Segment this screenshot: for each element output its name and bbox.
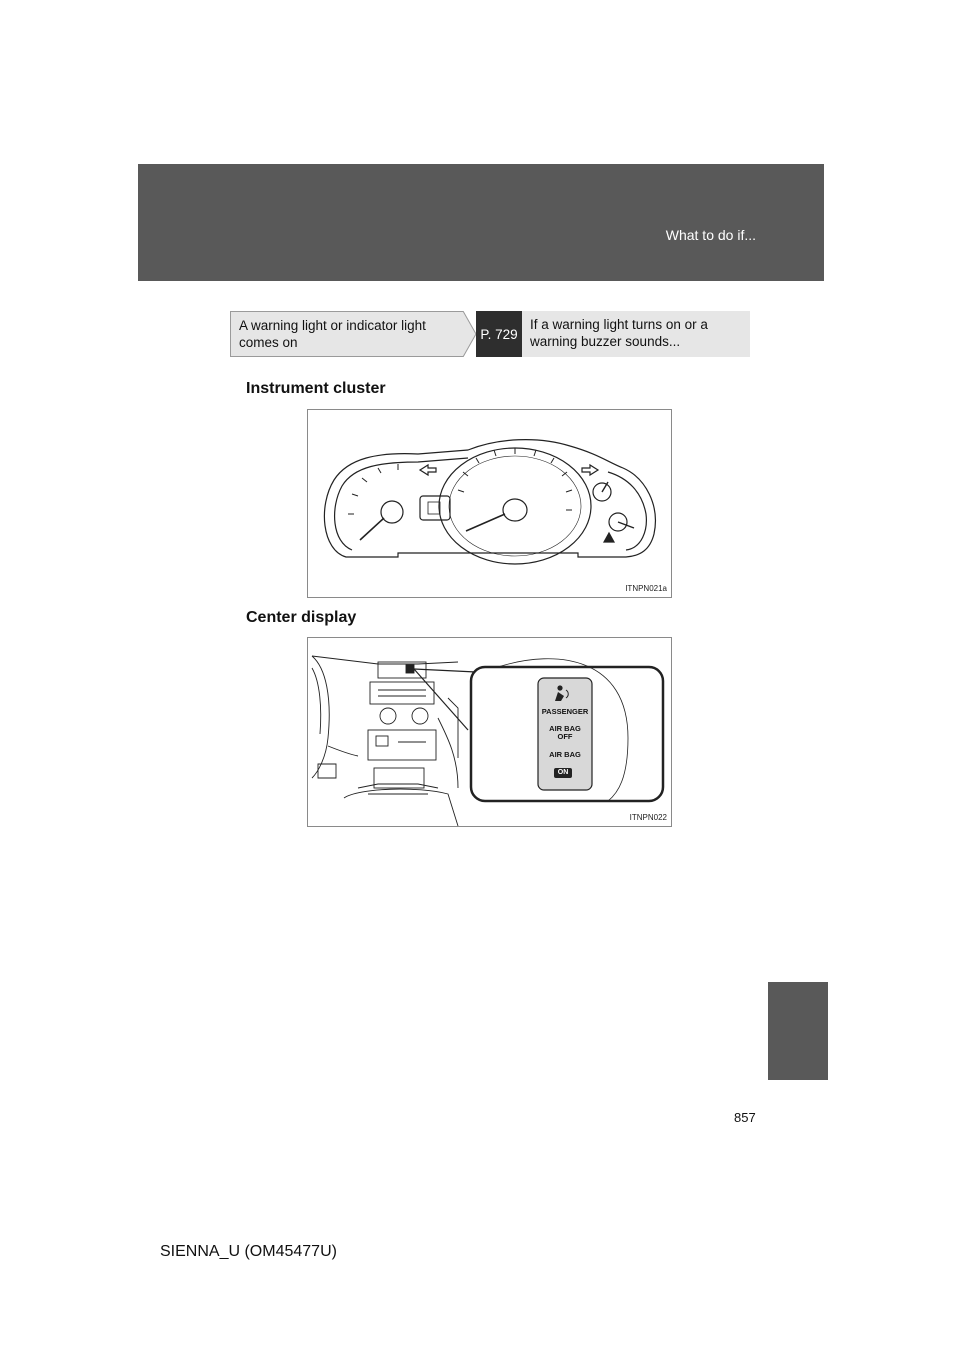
airbag-on-indicator: ON: [557, 769, 569, 776]
airbag-off-line1: AIR BAG: [549, 724, 581, 733]
heading-instrument-cluster: Instrument cluster: [246, 380, 386, 397]
figure-code: ITNPN022: [629, 813, 667, 822]
figure-code: ITNPN021a: [625, 584, 667, 593]
dashboard-illustration: [308, 638, 671, 826]
chevron-right-icon: [455, 311, 477, 357]
reference-solution: If a warning light turns on or a warning buzzer sounds...: [522, 311, 750, 357]
center-display-figure: [307, 637, 672, 827]
airbag-passenger-label: PASSENGER: [541, 707, 589, 716]
reference-page-link[interactable]: P. 729: [476, 311, 522, 357]
chapter-tab: [768, 982, 828, 1080]
header-band: [138, 164, 824, 281]
section-title: What to do if...: [665, 227, 756, 243]
page-number: 857: [734, 1110, 756, 1125]
heading-center-display: Center display: [246, 609, 357, 626]
document-code: SIENNA_U (OM45477U): [160, 1243, 337, 1260]
instrument-cluster-figure: [307, 409, 672, 598]
instrument-cluster-illustration: [308, 410, 671, 597]
reference-problem: A warning light or indicator light comes on: [230, 311, 456, 357]
airbag-on-line1: AIR BAG: [549, 750, 581, 759]
airbag-off-line2: OFF: [557, 732, 573, 741]
reference-bar: [230, 311, 750, 357]
